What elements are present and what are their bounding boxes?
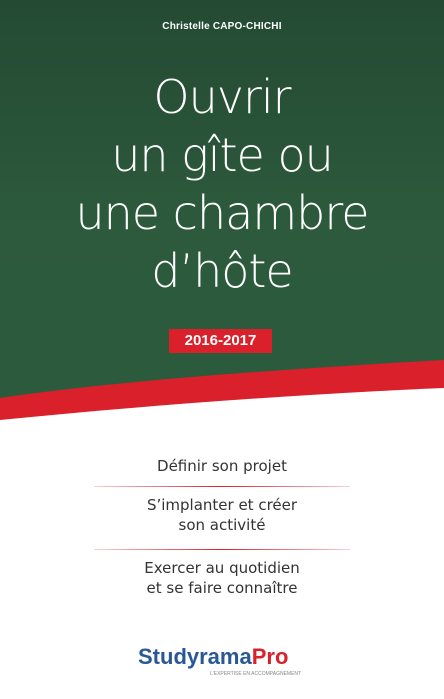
topic-item (94, 487, 350, 549)
publisher-name-pro: Pro (251, 644, 289, 669)
title-line-4: d’hôte (151, 244, 293, 298)
topic-line: Exercer au quotidien (144, 559, 300, 577)
red-swoosh-divider (0, 360, 444, 440)
author-name: Christelle CAPO-CHICHI (162, 21, 282, 32)
topics-list (94, 456, 350, 598)
topic-line: S’implanter et créer (146, 496, 298, 514)
topic-item (94, 550, 350, 598)
publisher-wordmark (138, 645, 306, 669)
publisher-tagline: L'EXPERTISE EN ACCOMPAGNEMENT (210, 671, 302, 677)
publisher-logo (138, 645, 306, 691)
book-title (0, 68, 444, 300)
title-line-2: un gîte ou (111, 128, 333, 182)
publisher-name-studyrama: Studyrama (138, 644, 252, 669)
topic-line: son activité (178, 516, 266, 534)
edition-badge: 2016-2017 (169, 329, 272, 353)
title-line-3: une chambre (75, 186, 369, 240)
title-line-1: Ouvrir (153, 70, 291, 124)
topic-line: et se faire connaître (146, 579, 298, 597)
topic-item (94, 456, 350, 486)
topic-line: Définir son projet (157, 457, 287, 475)
